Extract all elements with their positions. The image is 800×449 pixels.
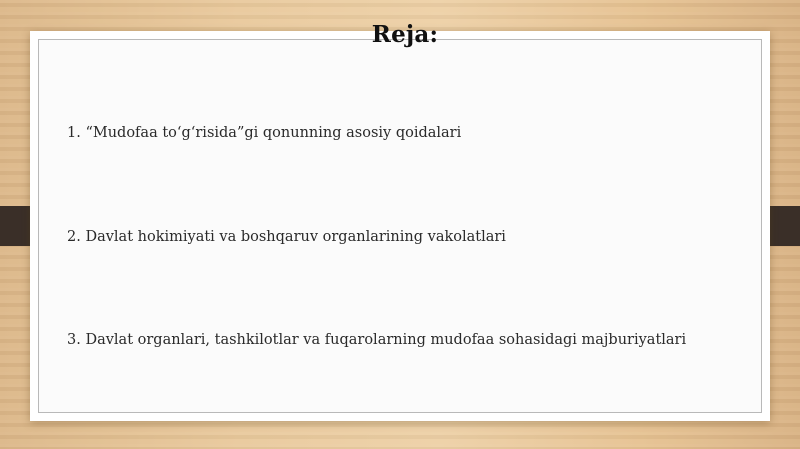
plan-item-3: 3. Davlat organlari, tashkilotlar va fuqarolarning mudofaa sohasidagi majburiyatlari: [67, 332, 687, 348]
slide-title: Reja:: [371, 21, 439, 48]
slide-frame: [30, 31, 770, 421]
plan-item-1: 1. “Mudofaa to‘g‘risida”gi qonunning asosiy qoidalari: [67, 125, 462, 141]
plan-item-2: 2. Davlat hokimiyati va boshqaruv organlarining vakolatlari: [67, 229, 506, 245]
slide-content-area: [38, 39, 762, 413]
